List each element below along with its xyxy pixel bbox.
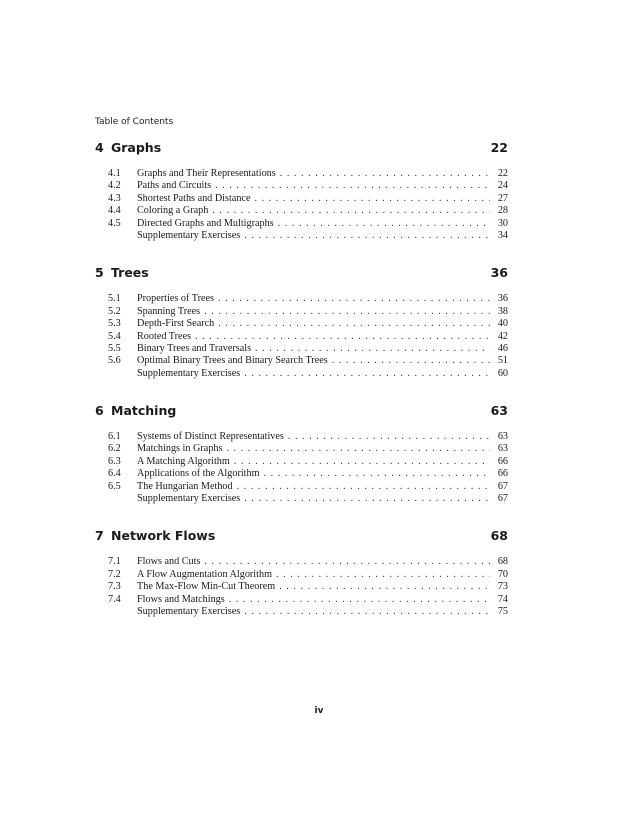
chapter-heading[interactable]	[95, 528, 508, 549]
section-title: Optimal Binary Trees and Binary Search Trees	[137, 355, 328, 367]
section-number: 4.3	[108, 192, 121, 204]
section-number: 7.1	[108, 556, 121, 568]
dot-leader	[204, 556, 490, 567]
dot-leader	[204, 306, 490, 317]
toc-entry[interactable]	[95, 443, 508, 455]
toc-entry[interactable]	[95, 606, 508, 618]
section-title: Spanning Trees	[137, 305, 201, 317]
toc-entry[interactable]	[95, 331, 508, 343]
chapter-title: Network Flows	[111, 528, 216, 544]
dot-leader	[237, 481, 490, 492]
dot-leader	[254, 193, 490, 204]
toc-entry[interactable]	[95, 193, 508, 205]
section-page: 60	[497, 367, 508, 379]
section-number: 4.4	[108, 205, 121, 217]
section-page: 24	[497, 180, 508, 192]
dot-leader	[234, 456, 490, 467]
section-title: Shortest Paths and Distance	[137, 192, 251, 204]
section-number: 7.3	[108, 581, 121, 593]
section-title: Directed Graphs and Multigraphs	[137, 217, 274, 229]
chapter-title-group	[95, 528, 215, 543]
section-page: 63	[497, 431, 508, 443]
section-number: 5.1	[108, 293, 121, 305]
chapter-page: 36	[490, 265, 508, 281]
toc-entry[interactable]	[95, 431, 508, 443]
section-title: Depth-First Search	[137, 318, 215, 330]
toc-entry[interactable]	[95, 168, 508, 180]
section-page: 22	[497, 168, 508, 179]
section-number: 6.5	[108, 480, 121, 492]
toc-entry[interactable]	[95, 481, 508, 493]
dot-leader	[244, 368, 490, 379]
toc-entry[interactable]	[95, 306, 508, 318]
chapter-5	[95, 265, 508, 380]
toc-entry[interactable]	[95, 581, 508, 593]
running-head: Table of Contents	[95, 117, 174, 127]
chapter-heading[interactable]	[95, 265, 508, 286]
section-title: The Max-Flow Min-Cut Theorem	[137, 581, 276, 593]
section-title: Supplementary Exercises	[137, 229, 241, 241]
section-title: Properties of Trees	[137, 293, 214, 305]
section-page: 63	[497, 443, 508, 455]
dot-leader	[218, 318, 490, 329]
section-title: Coloring a Graph	[137, 205, 209, 217]
toc-entry[interactable]	[95, 293, 508, 305]
dot-leader	[279, 581, 490, 592]
chapter-number: 4	[95, 140, 104, 155]
section-page: 70	[497, 568, 508, 580]
chapter-page: 68	[490, 528, 508, 544]
section-number: 5.3	[108, 318, 121, 330]
toc-entry[interactable]	[95, 569, 508, 581]
section-page: 68	[497, 556, 508, 568]
section-page: 28	[497, 205, 508, 217]
section-title: Supplementary Exercises	[137, 493, 241, 505]
section-title: A Flow Augmentation Algorithm	[137, 568, 272, 580]
chapter-number: 5	[95, 265, 104, 281]
toc-entry[interactable]	[95, 556, 508, 568]
chapter-4	[95, 140, 508, 242]
dot-leader	[280, 168, 490, 179]
section-page: 66	[497, 455, 508, 467]
dot-leader	[244, 493, 490, 504]
chapter-7	[95, 528, 508, 618]
section-number: 5.5	[108, 342, 121, 354]
dot-leader	[212, 205, 490, 216]
dot-leader	[288, 431, 490, 442]
chapter-title: Matching	[111, 403, 177, 419]
section-number: 4.1	[108, 168, 121, 179]
section-title: Applications of the Algorithm	[137, 468, 260, 480]
section-number: 7.4	[108, 593, 121, 605]
section-title: Flows and Matchings	[137, 593, 225, 605]
toc-entry[interactable]	[95, 594, 508, 606]
chapter-title-group	[95, 403, 176, 418]
section-page: 51	[497, 355, 508, 367]
section-title: Systems of Distinct Representatives	[137, 431, 284, 443]
section-page: 38	[497, 305, 508, 317]
section-page: 42	[497, 330, 508, 342]
section-title: Matchings in Graphs	[137, 443, 223, 455]
section-number: 6.3	[108, 455, 121, 467]
section-number: 5.6	[108, 355, 121, 367]
toc-entry[interactable]	[95, 355, 508, 367]
toc-entry[interactable]	[95, 205, 508, 217]
section-number: 4.2	[108, 180, 121, 192]
section-page: 75	[497, 605, 508, 617]
dot-leader	[226, 443, 490, 454]
chapter-page: 22	[490, 140, 508, 155]
dot-leader	[264, 468, 490, 479]
section-page: 27	[497, 192, 508, 204]
toc-entry[interactable]	[95, 456, 508, 468]
section-number: 6.1	[108, 431, 121, 443]
dot-leader	[229, 594, 490, 605]
toc-entry[interactable]	[95, 343, 508, 355]
chapter-page: 63	[490, 403, 508, 419]
toc-entry[interactable]	[95, 368, 508, 380]
section-title: Rooted Trees	[137, 330, 192, 342]
dot-leader	[215, 180, 490, 191]
dot-leader	[218, 293, 490, 304]
table-of-contents	[95, 140, 508, 641]
toc-entry[interactable]	[95, 318, 508, 330]
section-page: 36	[497, 293, 508, 305]
section-page: 40	[497, 318, 508, 330]
dot-leader	[195, 331, 490, 342]
chapter-6	[95, 403, 508, 505]
section-title: Supplementary Exercises	[137, 367, 241, 379]
chapter-heading[interactable]	[95, 403, 508, 424]
toc-entry[interactable]	[95, 468, 508, 480]
section-title: Flows and Cuts	[137, 556, 201, 568]
toc-entry[interactable]	[95, 180, 508, 192]
section-page: 46	[497, 342, 508, 354]
toc-entry[interactable]	[95, 493, 508, 505]
chapter-heading[interactable]	[95, 140, 508, 161]
dot-leader	[278, 218, 490, 229]
section-title: Supplementary Exercises	[137, 605, 241, 617]
chapter-number: 6	[95, 403, 104, 419]
section-number: 6.2	[108, 443, 121, 455]
section-number: 5.2	[108, 305, 121, 317]
section-title: The Hungarian Method	[137, 480, 233, 492]
section-title: Paths and Circuits	[137, 180, 212, 192]
dot-leader	[276, 569, 490, 580]
dot-leader	[244, 230, 490, 241]
section-page: 67	[497, 493, 508, 505]
section-number: 7.2	[108, 568, 121, 580]
section-title: A Matching Algorithm	[137, 455, 230, 467]
section-title: Binary Trees and Traversals	[137, 342, 252, 354]
section-number: 5.4	[108, 330, 121, 342]
chapter-title: Graphs	[111, 140, 162, 155]
section-page: 66	[497, 468, 508, 480]
section-title: Graphs and Their Representations	[137, 168, 276, 179]
section-number: 4.5	[108, 217, 121, 229]
section-page: 73	[497, 581, 508, 593]
toc-entry[interactable]	[95, 218, 508, 230]
chapter-number: 7	[95, 528, 104, 544]
chapter-title-group	[95, 265, 149, 280]
page-number: iv	[314, 706, 324, 716]
chapter-title-group	[95, 140, 161, 155]
section-number: 6.4	[108, 468, 121, 480]
section-page: 34	[497, 229, 508, 241]
toc-entry[interactable]	[95, 230, 508, 242]
dot-leader	[332, 355, 490, 366]
dot-leader	[244, 606, 490, 617]
chapter-title: Trees	[111, 265, 149, 281]
section-page: 67	[497, 480, 508, 492]
section-page: 74	[497, 593, 508, 605]
dot-leader	[255, 343, 490, 354]
section-page: 30	[497, 217, 508, 229]
